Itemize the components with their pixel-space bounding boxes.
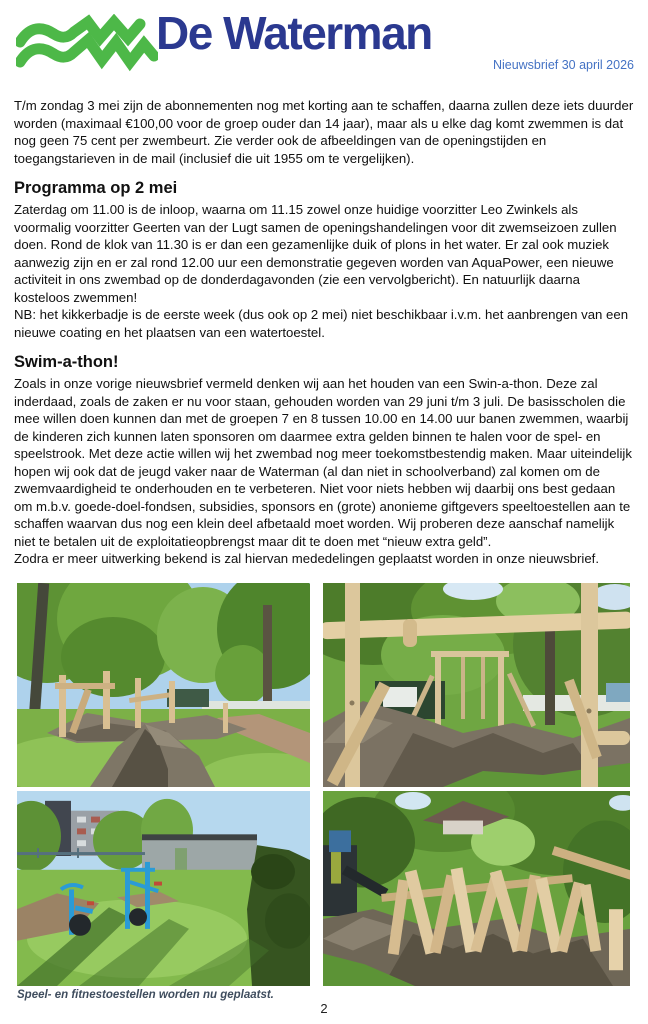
programma-paragraph: Zaterdag om 11.00 is de inloop, waarna om 11.15 zowel onze huidige voorzitter Leo Zwinkels als voormalig voorzitter Geerten van der Lugt samen de openingshandelingen voor dit zwemseizoen zullen doen. Rond de klok van 11.30 is er dan een gezamenlijke duik of plons in het water. Er zal ook muziek aanwezig zijn en er zal rond 12.00 uur een demonstratie gegeven worden van AquaPower, een nieuwe activiteit in ons zwembad op de donderdagavonden (zie een vervolgbericht). En natuurlijk daarna kosteloos zwemmen!	[14, 202, 617, 305]
section-swimathon	[14, 352, 634, 568]
photo-grid	[17, 583, 634, 986]
photo-caption: Speel- en fitnestoestellen worden nu geplaatst.	[17, 988, 274, 1001]
swimathon-closing-paragraph: Zodra er meer uitwerking bekend is zal hiervan mededelingen geplaatst worden in onze nieuwsbrief.	[14, 551, 599, 566]
newsletter-header	[14, 0, 634, 82]
photo-park-dirt-mound	[17, 583, 310, 787]
intro-paragraph: T/m zondag 3 mei zijn de abonnementen nog met korting aan te schaffen, daarna zullen deze iets duurder worden (maximaal €100,00 voor de groep ouder dan 14 jaar), maar als u elke dag komt zwemmen is dat nog geen 75 cent per zwembeurt. Zie verder ook de afbeeldingen van de openingstijden en toegangstarieven in de mail (inclusief die uit 1955 om te vergelijken).	[14, 98, 634, 166]
waves-logo-icon	[16, 14, 158, 78]
photo-post-fence	[323, 791, 630, 986]
newsletter-title: De Waterman	[156, 7, 432, 59]
newsletter-date: Nieuwsbrief 30 april 2026	[492, 58, 634, 72]
section-heading-swimathon: Swim-a-thon!	[14, 353, 119, 371]
photo-fitness-equipment	[17, 791, 310, 986]
section-heading-programma: Programma op 2 mei	[14, 179, 178, 197]
section-programma	[14, 178, 634, 341]
programma-nb-paragraph: NB: het kikkerbadje is de eerste week (dus ook op 2 mei) niet beschikbaar i.v.m. het aanbrengen van een nieuwe coating en het plaatsen van een watertoestel.	[14, 307, 629, 340]
page-number: 2	[320, 1001, 328, 1016]
photo-wooden-frame	[323, 583, 630, 787]
swimathon-paragraph: Zoals in onze vorige nieuwsbrief vermeld denken wij aan het houden van een Swin-a-thon. Deze zal inderdaad, zoals de zaken er nu voor staan, gehouden worden van 29 juni t/m 3 juli. De basisscholen die mee willen doen kunnen dan met de groepen 7 en 8 tussen 10.00 en 14.00 uur banen zwemmen, waarbij de kinderen zich kunnen laten sponsoren om daarmee extra gelden binnen te halen voor de spel- en speelstrook. Met deze actie willen wij het zwembad nog meer toekomstbestendig maken. Maar uiteindelijk hopen wij ook dat de jeugd vaker naar de Waterman (al dan niet in schoolverband) zal komen om de zwemvaardigheid te onderhouden en te verbeteren. Niet voor niets hebben wij daarbij ons best gedaan om m.b.v. goede-doel-fondsen, subsidies, sponsors en (grote) anonieme giftgevers speeltoestellen aan te schaffen waarvan dus nog een klein deel afbetaald moet worden. Wij proberen deze aanschaf namelijk niet te betalen uit de exploitatieopbrengst maar dit te doen met “nieuw extra geld”.	[14, 376, 632, 549]
